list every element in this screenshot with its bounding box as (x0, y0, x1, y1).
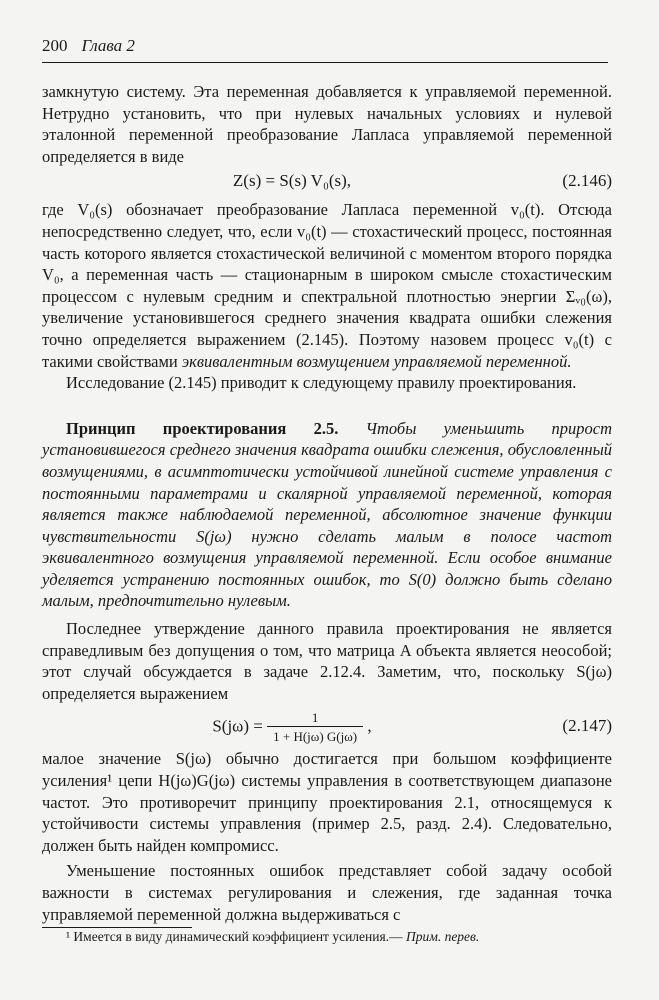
equation-2-147-fraction (267, 710, 363, 745)
paragraph-4: Последнее утверждение данного правила проектирования не является справедливым без допущения о том, что матрица A объекта является неособой; этот случай обсуждается в задаче 2.12.4. Заметим, что, поскольку S(jω) определяется выражением (42, 619, 612, 703)
equation-2-147-denominator: 1 + H(jω) G(jω) (267, 726, 363, 745)
paragraph-1: замкнутую систему. Эта переменная добавляется к управляемой переменной. Нетрудно установить, что при нулевых начальных условиях и нулевой эталонной переменной преобразование Лапласа управляемой переменной определяется в виде (42, 82, 612, 166)
page-number: 200 (42, 36, 68, 55)
equation-2-147-lhs: S(jω) = (212, 716, 263, 736)
running-header (42, 36, 612, 56)
equation-2-147-numerator: 1 (311, 710, 319, 726)
paragraph-5: малое значение S(jω) обычно достигается при большом коэффициенте усиления¹ цепи H(jω)G(jω) системы управления в соответствующем диапазоне частот. Это противоречит принципу проектирования 2.1, относящемуся к устойчивости системы управления (пример 2.5, разд. 2.4). Следовательно, должен быть найден компромисс. (42, 749, 612, 855)
page (42, 36, 612, 946)
paragraph-2-italic: эквивалентным возмущением управляемой переменной. (181, 351, 572, 371)
footnote (42, 928, 612, 946)
equation-2-146-number: (2.146) (562, 171, 612, 191)
header-rule (42, 62, 608, 63)
principle-text: Чтобы уменьшить прирост установившегося среднего значения квадрата ошибки слежения, обусловленный возмущениями, в асимптотически устойчивой линейной системе управления с постоянными параметрами и скалярной управляемой переменной, которая является также наблюдаемой переменной, абсолютное значение функции чувствительности S(jω) нужно сделать малым в полосе частот эквивалентного возмущения управляемой переменной. Если особое внимание уделяется устранению постоянных ошибок, то S(0) должно быть сделано малым, предпочтительно нулевым. (42, 418, 612, 611)
paragraph-2 (42, 199, 612, 372)
equation-2-146 (42, 167, 612, 199)
equation-2-147-number: (2.147) (562, 716, 612, 736)
paragraph-2-text: где V₀(s) обозначает преобразование Лапласа переменной v₀(t). Отсюда непосредственно следует, что, если v₀(t) — стохастический процесс, постоянная часть которого является стохастической величиной с моментом второго порядка V₀, а переменная часть — стационарным в широком смысле стохастическим процессом с нулевым средним и спектральной плотностью энергии Σᵥ₀(ω), увеличение установившегося среднего значения квадрата ошибки слежения точно определяется выражением (2.145). Поэтому назовем процесс v₀(t) с такими свойствами (42, 200, 612, 371)
paragraph-3: Исследование (2.145) приводит к следующему правилу проектирования. (66, 373, 577, 393)
equation-2-146-formula: Z(s) = S(s) V₀(s), (232, 171, 352, 191)
principle-heading: Принцип проектирования 2.5. (66, 418, 339, 438)
paragraph-6: Уменьшение постоянных ошибок представляет собой задачу особой важности в системах регулирования и слежения, где заданная точка управляемой переменной должна выдерживаться с (42, 861, 612, 924)
footnote-text: ¹ Имеется в виду динамический коэффициент усиления.— (66, 929, 403, 945)
design-principle (42, 418, 612, 612)
chapter-title: Глава 2 (81, 36, 135, 55)
footnote-note: Прим. перев. (405, 929, 480, 945)
equation-2-147-tail: , (367, 716, 372, 736)
equation-2-147 (42, 704, 612, 748)
